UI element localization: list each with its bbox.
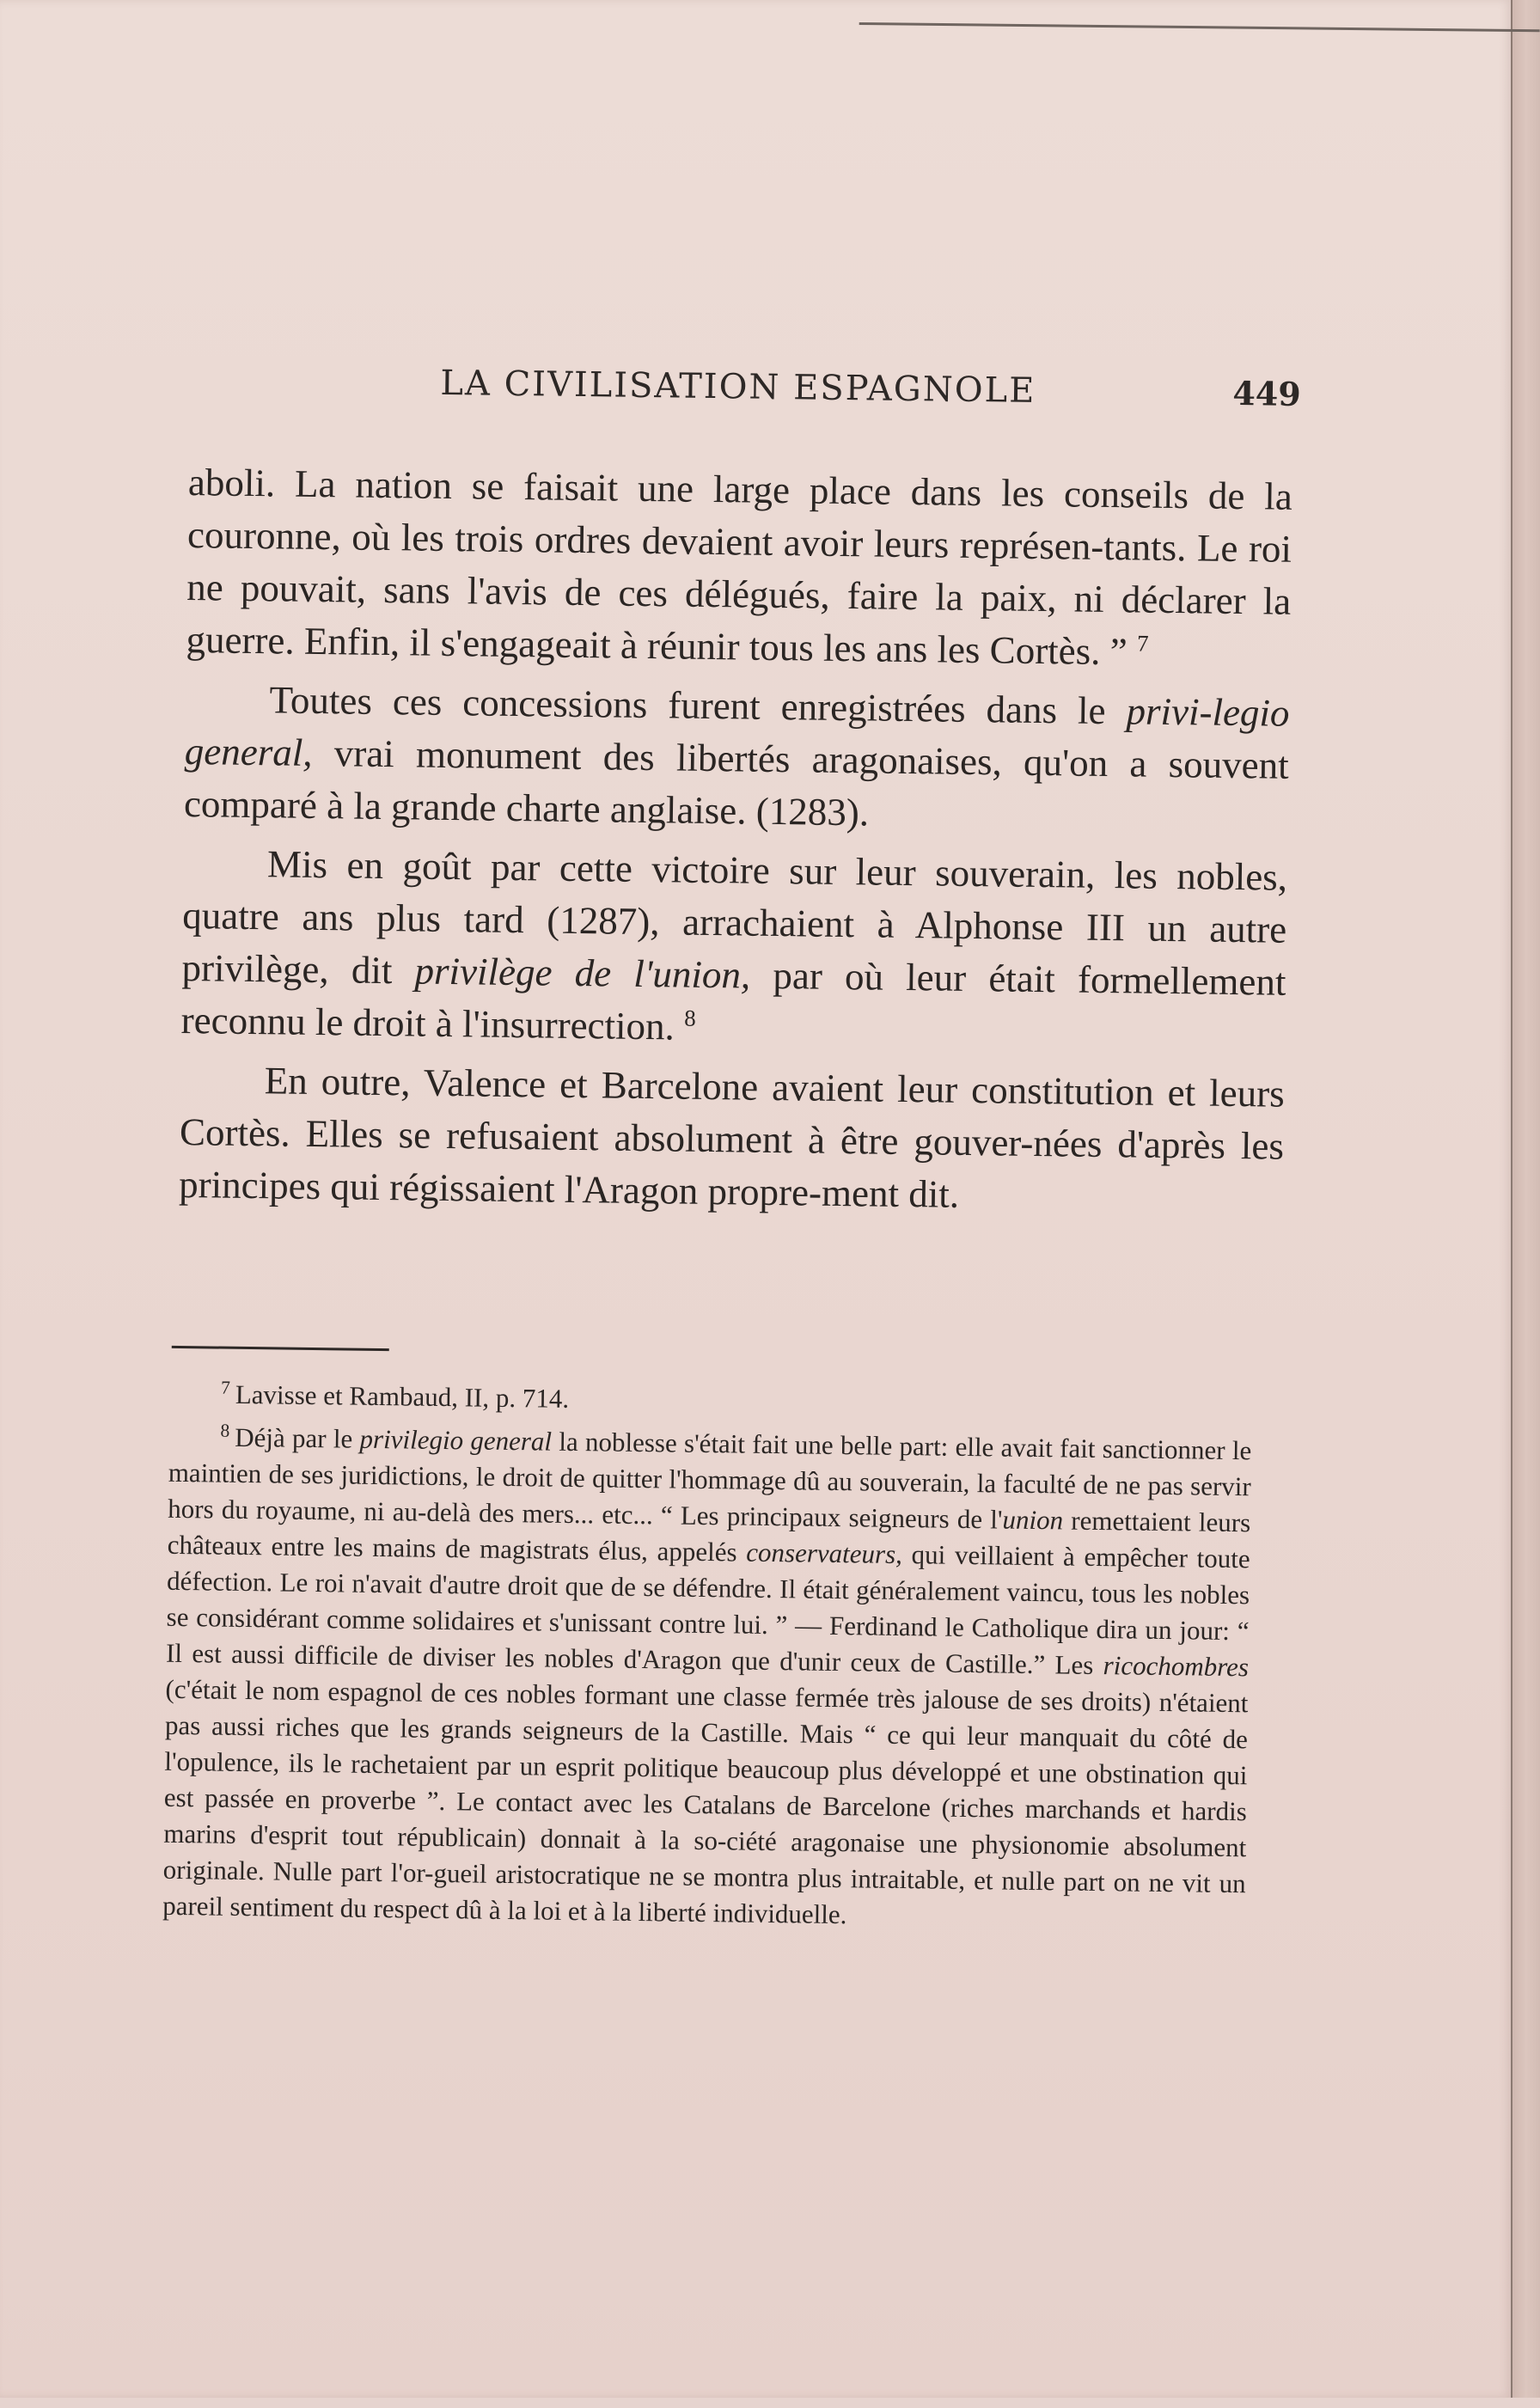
paragraph-2-text-b: vrai monument des libertés aragonaises, qu'on a souvent comparé à la grande charte anglaise. (1283).	[183, 730, 1290, 834]
paragraph-2-text-a: Toutes ces concessions furent enregistrées dans le	[269, 678, 1127, 733]
main-text	[179, 456, 1292, 1232]
paragraph-4	[179, 1054, 1285, 1225]
footnote-8-text-3: remettaient leurs châteaux entre les mains de magistrats élus, appelés	[167, 1505, 1251, 1568]
footnote-8	[162, 1419, 1252, 1938]
footnote-ref-8: 8	[684, 1005, 696, 1031]
footnote-8-italic-1: privilegio general	[359, 1423, 553, 1457]
paragraph-2	[184, 673, 1290, 845]
footnote-8-italic-2: union	[1002, 1504, 1064, 1536]
footnote-ref-7: 7	[1136, 630, 1149, 657]
footnote-8-italic-4: ricochombres	[1103, 1650, 1250, 1683]
footnote-8-text-1: Déjà par le	[234, 1421, 360, 1454]
paragraph-3	[180, 837, 1287, 1061]
footnote-8-italic-3: conservateurs,	[746, 1537, 903, 1569]
footnote-7	[169, 1376, 1252, 1426]
paragraph-2-italic: privi-legio general,	[184, 689, 1290, 774]
footnote-8-text-4: qui veillaient à empêcher toute défection. Le roi n'avait d'autre droit que de se défendre. Il était généralement vaincu, tous les nobles se considérant comme solidaires et s'unissant contre lui. ” — Ferdinand le Catholique dira un jour: “ Il est aussi difficile de diviser les nobles d'Aragon que d'unir ceux de Castille.” Les	[165, 1538, 1250, 1681]
footnote-8-text-5: (c'était le nom espagnol de ces nobles formant une classe fermée très jalouse de ses droits) n'étaient pas aussi riches que les grands seigneurs de la Castille. Mais “ ce qui leur manquait du côté de l'opulence, ils le rachetaient par un esprit politique beaucoup plus développé et une obstination qui est passée en proverbe ”. Le contact avec les Catalans de Barcelone (riches marchands et hardis marins d'esprit tout républicain) donnait à la so-ciété aragonaise une physionomie absolument originale. Nulle part l'or-gueil aristocratique ne se montra plus intraitable, et nulle part on ne vit un pareil sentiment du respect dû à la loi et à la liberté individuelle.	[162, 1673, 1249, 1930]
paragraph-4-text: En outre, Valence et Barcelone avaient leur constitution et leurs Cortès. Elles se refusaient absolument à être gouver-nées d'après les principes qui régissaient l'Aragon propre-ment dit.	[178, 1059, 1286, 1216]
footnote-8-mark: 8	[220, 1420, 230, 1441]
page-number: 449	[1232, 373, 1301, 413]
footnotes	[162, 1376, 1252, 1945]
footnote-7-text: Lavisse et Rambaud, II, p. 714.	[235, 1378, 570, 1414]
paragraph-1-text: aboli. La nation se faisait une large place dans les conseils de la couronne, où les trois ordres devaient avoir leurs représen-tants. Le roi ne pouvait, sans l'avis de ces délégués, faire la paix, ni déclarer la guerre. Enfin, il s'engageait à réunir tous les ans les Cortès. ”	[186, 461, 1293, 674]
footnote-8-text-2: la noblesse s'était fait une belle part: elle avait fait sanctionner le maintien de ses juridictions, le droit de quitter l'hommage dû au souverain, la faculté de ne pas servir hors du royaume, ni au-delà des mers... etc... “ Les principaux seigneurs de l'	[168, 1426, 1252, 1535]
paragraph-3-text-b: par où leur était formellement reconnu le droit à l'insurrection.	[180, 953, 1286, 1048]
paragraph-1	[186, 456, 1292, 681]
footnote-7-mark: 7	[220, 1377, 231, 1398]
footnote-divider	[172, 1346, 389, 1351]
paragraph-3-italic: privilège de l'union,	[414, 949, 751, 997]
running-title: LA CIVILISATION ESPAGNOLE	[440, 363, 1036, 411]
paragraph-3-text-a: Mis en goût par cette victoire sur leur souverain, les nobles, quatre ans plus tard (1287), arrachaient à Alphonse III un autre privilège, dit	[181, 842, 1288, 993]
